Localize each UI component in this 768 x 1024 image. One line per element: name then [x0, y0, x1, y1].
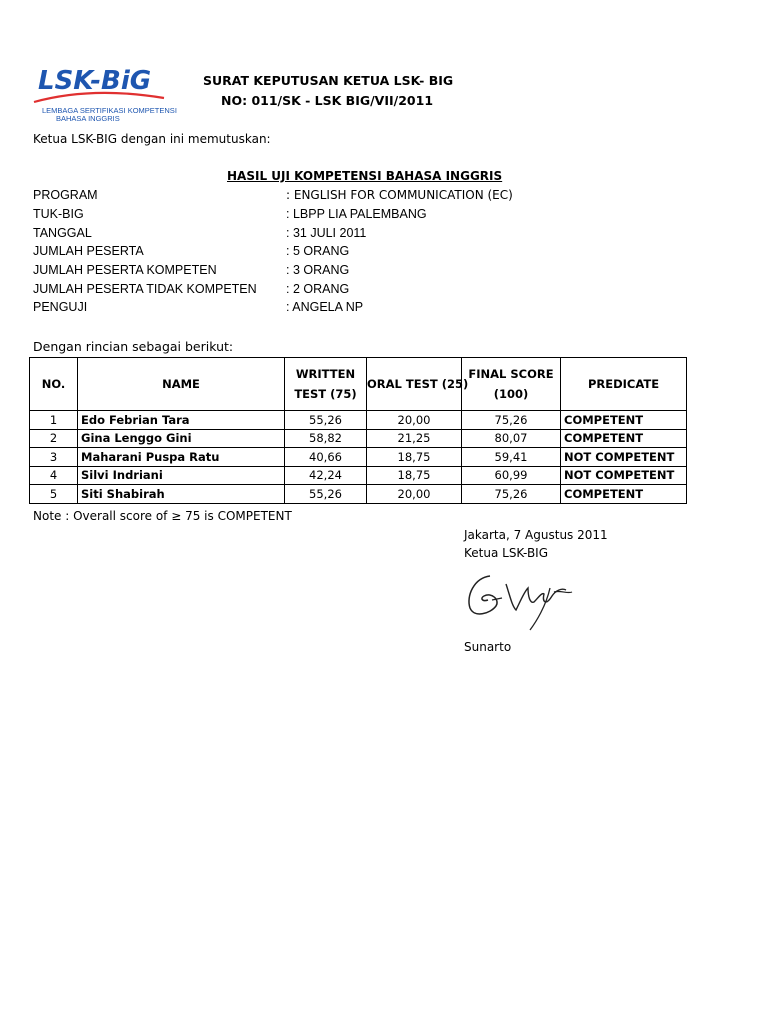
table-row — [30, 466, 687, 485]
cell-written: 55,26 — [285, 411, 367, 430]
info-value-date: : 31 JULI 2011 — [286, 226, 367, 240]
handwritten-signature-icon — [462, 562, 582, 634]
decree-number: NO: 011/SK - LSK BIG/VII/2011 — [221, 93, 434, 108]
cell-oral: 18,75 — [367, 448, 462, 467]
cell-name: Edo Febrian Tara — [78, 411, 285, 430]
table-row — [30, 411, 687, 430]
decree-title: SURAT KEPUTUSAN KETUA LSK- BIG — [203, 73, 454, 88]
cell-final: 75,26 — [462, 411, 561, 430]
info-value-program: : ENGLISH FOR COMMUNICATION (EC) — [286, 188, 513, 202]
logo-brand-text: LSK-BiG — [38, 66, 152, 96]
info-value-competent: : 3 ORANG — [286, 263, 350, 277]
table-row — [30, 429, 687, 448]
signatory-name: Sunarto — [464, 640, 512, 654]
cell-no: 2 — [30, 429, 78, 448]
column-header-written: WRITTEN TEST (75) — [285, 358, 367, 411]
column-header-final: FINAL SCORE (100) — [462, 358, 561, 411]
cell-name: Siti Shabirah — [78, 485, 285, 504]
cell-no: 5 — [30, 485, 78, 504]
table-row — [30, 448, 687, 467]
cell-oral: 20,00 — [367, 485, 462, 504]
column-header-name: NAME — [78, 358, 285, 411]
info-label-participants: JUMLAH PESERTA — [33, 244, 144, 258]
cell-oral: 21,25 — [367, 429, 462, 448]
cell-oral: 20,00 — [367, 411, 462, 430]
cell-final: 80,07 — [462, 429, 561, 448]
cell-name: Maharani Puspa Ratu — [78, 448, 285, 467]
organization-logo — [32, 66, 177, 126]
cell-no: 4 — [30, 466, 78, 485]
column-header-oral: ORAL TEST (25) — [367, 358, 462, 411]
info-value-participants: : 5 ORANG — [286, 244, 350, 258]
cell-final: 60,99 — [462, 466, 561, 485]
cell-written: 58,82 — [285, 429, 367, 448]
cell-no: 3 — [30, 448, 78, 467]
cell-oral: 18,75 — [367, 466, 462, 485]
results-table — [29, 357, 687, 504]
cell-name: Silvi Indriani — [78, 466, 285, 485]
cell-no: 1 — [30, 411, 78, 430]
info-label-program: PROGRAM — [33, 188, 98, 202]
cell-predicate: COMPETENT — [561, 411, 687, 430]
cell-written: 42,24 — [285, 466, 367, 485]
info-label-examiner: PENGUJI — [33, 300, 88, 314]
competency-note: Note : Overall score of ≥ 75 is COMPETENT — [33, 509, 292, 523]
logo-swoosh-icon — [32, 84, 168, 106]
details-intro: Dengan rincian sebagai berikut: — [33, 339, 234, 354]
logo-subtitle-line1: LEMBAGA SERTIFIKASI KOMPETENSI — [42, 106, 177, 115]
results-title: HASIL UJI KOMPETENSI BAHASA INGGRIS — [227, 169, 503, 183]
cell-final: 59,41 — [462, 448, 561, 467]
info-label-tuk: TUK-BIG — [33, 207, 84, 221]
table-header-row — [30, 358, 687, 411]
column-header-no: NO. — [30, 358, 78, 411]
info-label-date: TANGGAL — [33, 226, 92, 240]
cell-predicate: NOT COMPETENT — [561, 448, 687, 467]
cell-name: Gina Lenggo Gini — [78, 429, 285, 448]
cell-predicate: NOT COMPETENT — [561, 466, 687, 485]
cell-written: 40,66 — [285, 448, 367, 467]
cell-predicate: COMPETENT — [561, 485, 687, 504]
info-label-competent: JUMLAH PESERTA KOMPETEN — [33, 263, 217, 277]
info-value-tuk: : LBPP LIA PALEMBANG — [286, 207, 427, 221]
cell-final: 75,26 — [462, 485, 561, 504]
column-header-predicate: PREDICATE — [561, 358, 687, 411]
signature-place-date: Jakarta, 7 Agustus 2011 — [464, 528, 608, 542]
cell-predicate: COMPETENT — [561, 429, 687, 448]
info-value-examiner: : ANGELA NP — [286, 300, 364, 314]
info-label-not-competent: JUMLAH PESERTA TIDAK KOMPETEN — [33, 282, 257, 296]
cell-written: 55,26 — [285, 485, 367, 504]
table-row — [30, 485, 687, 504]
intro-text: Ketua LSK-BIG dengan ini memutuskan: — [33, 132, 271, 146]
logo-subtitle-line2: BAHASA INGGRIS — [56, 114, 120, 123]
info-value-not-competent: : 2 ORANG — [286, 282, 350, 296]
signature-position: Ketua LSK-BIG — [464, 546, 549, 560]
